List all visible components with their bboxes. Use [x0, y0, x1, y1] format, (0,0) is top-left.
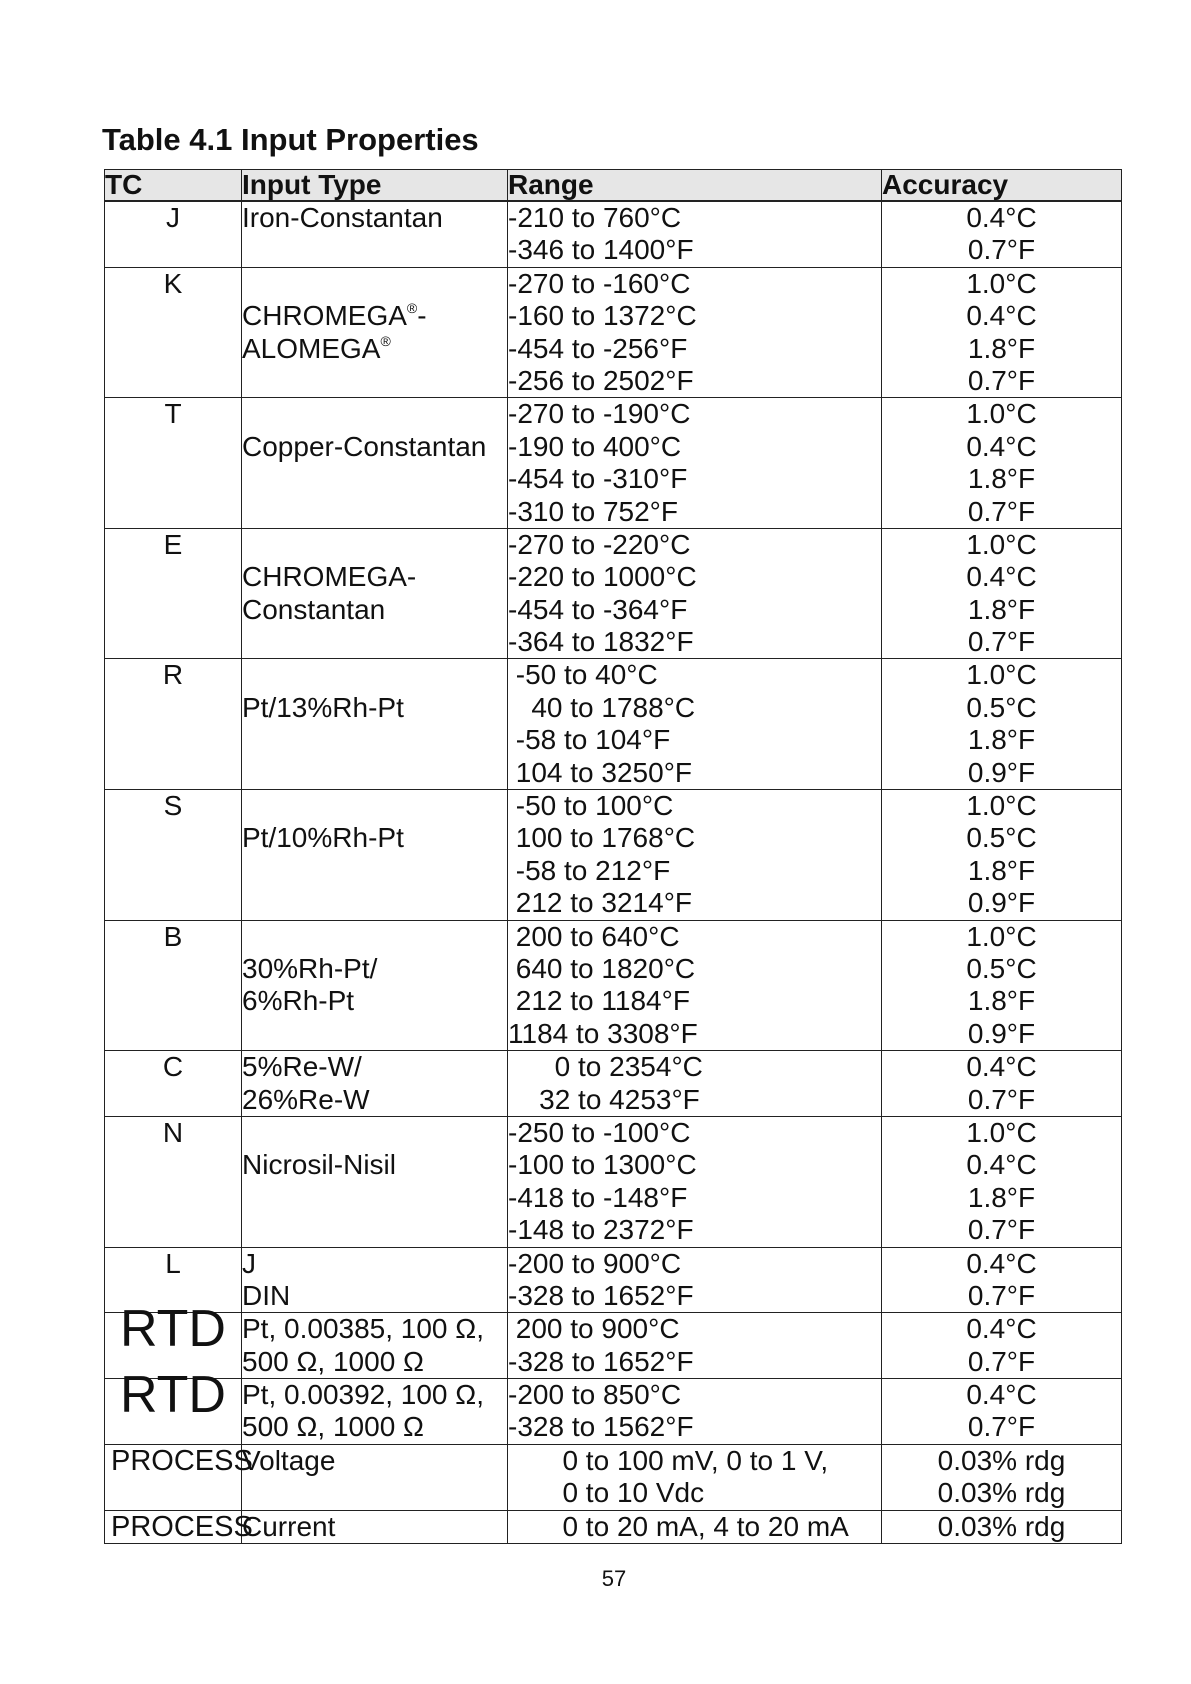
input-properties-table [104, 169, 1122, 1544]
input-type-cell [242, 1313, 508, 1379]
input-type-line: 500 Ω, 1000 Ω [242, 1411, 424, 1443]
accuracy-line: 1.0°C [966, 528, 1037, 560]
accuracy-line: 0.9°F [967, 1017, 1036, 1049]
input-type-line [242, 659, 507, 691]
accuracy-line: 1.0°C [966, 920, 1037, 952]
range-line: -256 to 2502°F [508, 364, 694, 396]
input-type-line [242, 398, 507, 430]
table-row [105, 1510, 1122, 1543]
tc-code: L [105, 1247, 242, 1313]
accuracy-line: 0.5°C [966, 691, 1037, 723]
accuracy-line: 0.4°C [966, 300, 1037, 332]
accuracy-cell [882, 659, 1122, 790]
accuracy-cell [882, 1510, 1122, 1543]
range-line: 212 to 3214°F [508, 887, 692, 919]
tc-code: C [105, 1051, 242, 1117]
table-row [105, 1051, 1122, 1117]
range-line: -328 to 1652°F [508, 1279, 694, 1311]
accuracy-cell [882, 1051, 1122, 1117]
input-type-cell [242, 659, 508, 790]
range-line: -50 to 100°C [508, 790, 674, 822]
range-line: -210 to 760°C [508, 202, 682, 233]
accuracy-line: 1.0°C [966, 267, 1037, 299]
accuracy-line: 0.4°C [966, 202, 1037, 233]
header-range: Range [508, 170, 882, 202]
range-cell [508, 528, 882, 659]
tc-code: RTD [105, 1313, 242, 1379]
range-line: -100 to 1300°C [508, 1149, 697, 1181]
range-cell [508, 1444, 882, 1510]
tc-code: S [105, 790, 242, 921]
input-type-line: CHROMEGA®- [242, 300, 427, 332]
input-type-cell [242, 1247, 508, 1313]
accuracy-cell [882, 790, 1122, 921]
accuracy-line: 0.7°F [967, 495, 1036, 527]
accuracy-line: 0.4°C [966, 1247, 1037, 1279]
accuracy-line: 1.8°F [967, 332, 1036, 364]
input-type-line [242, 529, 507, 561]
input-type-line: ALOMEGA® [242, 332, 391, 364]
range-line: -270 to -160°C [508, 267, 691, 299]
range-cell [508, 659, 882, 790]
accuracy-line: 1.8°F [967, 724, 1036, 756]
input-type-line: Pt, 0.00385, 100 Ω, [242, 1313, 484, 1345]
range-line: -160 to 1372°C [508, 300, 697, 332]
accuracy-cell [882, 920, 1122, 1051]
accuracy-cell [882, 398, 1122, 529]
range-line: -200 to 850°C [508, 1379, 682, 1411]
input-type-line: J [242, 1247, 256, 1279]
accuracy-line: 1.0°C [966, 790, 1037, 822]
tc-code: T [105, 398, 242, 529]
range-line: -418 to -148°F [508, 1181, 688, 1213]
accuracy-line: 0.03% rdg [937, 1477, 1066, 1509]
range-line: -454 to -364°F [508, 593, 688, 625]
range-cell [508, 1313, 882, 1379]
input-type-cell [242, 267, 508, 398]
input-type-line: 26%Re-W [242, 1083, 370, 1115]
accuracy-line: 0.7°F [967, 1411, 1036, 1443]
tc-code: PROCESS [105, 1510, 242, 1543]
input-type-cell [242, 398, 508, 529]
range-line: 104 to 3250°F [508, 756, 692, 788]
tc-code: RTD [105, 1379, 242, 1445]
accuracy-line: 1.8°F [967, 593, 1036, 625]
range-line: -310 to 752°F [508, 495, 678, 527]
accuracy-cell [882, 1116, 1122, 1247]
range-line: -250 to -100°C [508, 1116, 691, 1148]
accuracy-cell [882, 267, 1122, 398]
accuracy-line: 0.4°C [966, 1379, 1037, 1411]
range-line: -200 to 900°C [508, 1247, 682, 1279]
registered-mark: ® [406, 300, 418, 317]
accuracy-cell [882, 1313, 1122, 1379]
range-line: 1184 to 3308°F [508, 1017, 698, 1049]
table-row [105, 201, 1122, 267]
accuracy-line: 0.4°C [966, 430, 1037, 462]
input-type-line [242, 1117, 507, 1149]
input-type-line: Nicrosil-Nisil [242, 1149, 396, 1181]
input-type-line: 5%Re-W/ [242, 1051, 362, 1083]
range-line: -454 to -310°F [508, 463, 688, 495]
table-row [105, 920, 1122, 1051]
accuracy-line: 1.8°F [967, 1181, 1036, 1213]
range-line: 640 to 1820°C [508, 952, 696, 984]
range-line: -454 to -256°F [508, 332, 688, 364]
header-input-type: Input Type [242, 170, 508, 202]
range-line: -328 to 1652°F [508, 1345, 694, 1377]
input-type-line: Pt, 0.00392, 100 Ω, [242, 1379, 484, 1411]
range-cell [508, 398, 882, 529]
input-type-cell [242, 1510, 508, 1543]
accuracy-line: 0.4°C [966, 1313, 1037, 1345]
range-cell [508, 1247, 882, 1313]
accuracy-line: 1.0°C [966, 398, 1037, 430]
accuracy-line: 1.0°C [966, 1116, 1037, 1148]
tc-code: B [105, 920, 242, 1051]
table-row [105, 1444, 1122, 1510]
input-type-line: 6%Rh-Pt [242, 985, 355, 1017]
input-type-cell [242, 1379, 508, 1445]
tc-code: R [105, 659, 242, 790]
accuracy-line: 1.0°C [966, 659, 1037, 691]
input-type-line [242, 268, 507, 300]
tc-code: E [105, 528, 242, 659]
accuracy-line: 0.7°F [967, 234, 1036, 266]
range-line: -270 to -220°C [508, 528, 691, 560]
header-accuracy: Accuracy [882, 170, 1122, 202]
accuracy-line: 0.7°F [967, 1214, 1036, 1246]
tc-code: N [105, 1116, 242, 1247]
range-cell [508, 267, 882, 398]
range-cell [508, 790, 882, 921]
accuracy-line: 0.7°F [967, 1279, 1036, 1311]
range-line: 32 to 4253°F [508, 1083, 700, 1115]
input-type-line: Voltage [242, 1444, 336, 1476]
range-line: 100 to 1768°C [508, 822, 696, 854]
tc-code: K [105, 267, 242, 398]
input-type-line [242, 790, 507, 822]
range-cell [508, 1116, 882, 1247]
accuracy-line: 0.4°C [966, 561, 1037, 593]
input-type-line: Current [242, 1510, 336, 1542]
accuracy-line: 0.03% rdg [937, 1444, 1066, 1476]
table-row [105, 1379, 1122, 1445]
input-type-cell [242, 201, 508, 267]
accuracy-line: 1.8°F [967, 463, 1036, 495]
table-row [105, 267, 1122, 398]
accuracy-line: 0.7°F [967, 1083, 1036, 1115]
accuracy-line: 0.03% rdg [937, 1510, 1066, 1542]
input-type-line [242, 921, 507, 953]
table-row [105, 659, 1122, 790]
input-type-line: Copper-Constantan [242, 430, 487, 462]
range-line: -220 to 1000°C [508, 561, 697, 593]
registered-mark: ® [380, 332, 391, 349]
range-line: 40 to 1788°C [508, 691, 696, 723]
input-type-cell [242, 528, 508, 659]
input-type-cell [242, 1444, 508, 1510]
table-row [105, 398, 1122, 529]
input-type-cell [242, 790, 508, 921]
range-line: -346 to 1400°F [508, 234, 694, 266]
range-line: 0 to 2354°C [508, 1051, 703, 1083]
input-type-line: 30%Rh-Pt/ [242, 952, 378, 984]
input-type-cell [242, 920, 508, 1051]
range-cell [508, 1051, 882, 1117]
accuracy-cell [882, 201, 1122, 267]
range-line: -328 to 1562°F [508, 1411, 694, 1443]
range-cell [508, 1510, 882, 1543]
table-row [105, 1313, 1122, 1379]
accuracy-cell [882, 1247, 1122, 1313]
range-line: 200 to 900°C [508, 1313, 680, 1345]
accuracy-cell [882, 528, 1122, 659]
range-line: -58 to 212°F [508, 854, 671, 886]
accuracy-line: 0.7°F [967, 626, 1036, 658]
range-line: -190 to 400°C [508, 430, 682, 462]
range-cell [508, 920, 882, 1051]
range-line: -58 to 104°F [508, 724, 671, 756]
range-line: 0 to 100 mV, 0 to 1 V, [508, 1444, 829, 1476]
tc-code: PROCESS [105, 1444, 242, 1510]
range-cell [508, 1379, 882, 1445]
accuracy-line: 1.8°F [967, 854, 1036, 886]
range-line: 0 to 10 Vdc [508, 1477, 705, 1509]
accuracy-line: 0.4°C [966, 1051, 1037, 1083]
input-type-cell [242, 1116, 508, 1247]
input-type-line: 500 Ω, 1000 Ω [242, 1345, 424, 1377]
range-line: -270 to -190°C [508, 398, 691, 430]
table-header-row [105, 170, 1122, 202]
input-type-cell [242, 1051, 508, 1117]
range-line: 0 to 20 mA, 4 to 20 mA [508, 1510, 849, 1542]
accuracy-cell [882, 1444, 1122, 1510]
accuracy-line: 0.5°C [966, 952, 1037, 984]
page-title: Table 4.1 Input Properties [102, 122, 479, 157]
range-line: 212 to 1184°F [508, 985, 690, 1017]
range-cell [508, 201, 882, 267]
accuracy-line: 0.7°F [967, 1345, 1036, 1377]
range-line: -148 to 2372°F [508, 1214, 694, 1246]
accuracy-line: 0.9°F [967, 887, 1036, 919]
header-tc: TC [105, 170, 242, 202]
page-number: 57 [601, 1566, 627, 1591]
accuracy-line: 0.4°C [966, 1149, 1037, 1181]
range-line: -364 to 1832°F [508, 626, 694, 658]
accuracy-line: 0.5°C [966, 822, 1037, 854]
input-type-line: Pt/10%Rh-Pt [242, 822, 404, 854]
accuracy-line: 0.9°F [967, 756, 1036, 788]
table-row [105, 1116, 1122, 1247]
table-row [105, 1247, 1122, 1313]
input-type-line: Iron-Constantan [242, 202, 443, 233]
input-type-line: CHROMEGA- [242, 561, 417, 593]
range-line: 200 to 640°C [508, 920, 680, 952]
tc-code: J [105, 201, 242, 267]
range-line: -50 to 40°C [508, 659, 658, 691]
table-row [105, 790, 1122, 921]
input-type-line: Pt/13%Rh-Pt [242, 691, 404, 723]
accuracy-line: 1.8°F [967, 985, 1036, 1017]
input-type-line: Constantan [242, 593, 386, 625]
accuracy-line: 0.7°F [967, 364, 1036, 396]
input-type-line: DIN [242, 1279, 291, 1311]
table-row [105, 528, 1122, 659]
accuracy-cell [882, 1379, 1122, 1445]
